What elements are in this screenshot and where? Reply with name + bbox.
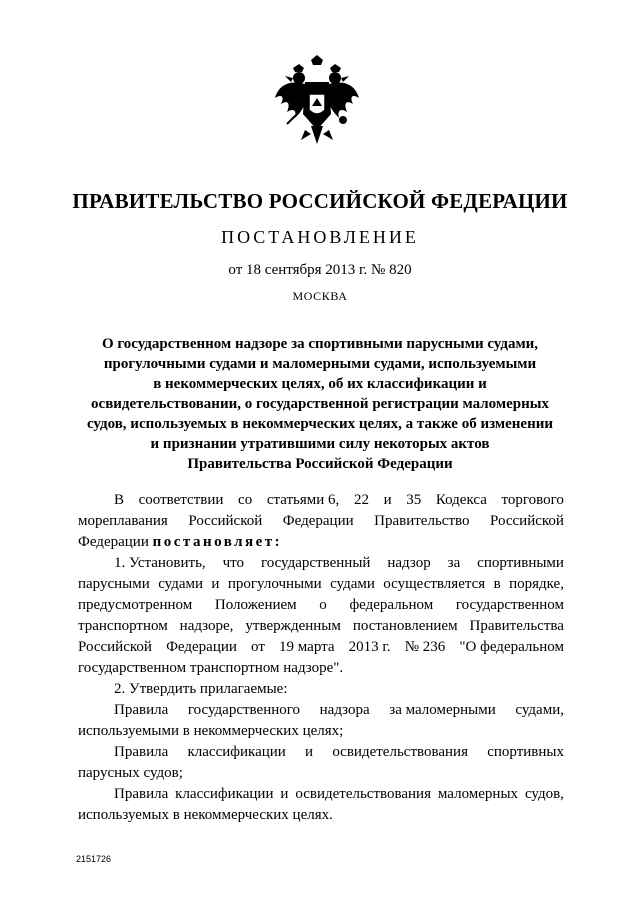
body-line xyxy=(78,532,564,553)
text: парусных судов; xyxy=(78,765,183,781)
word: Российской xyxy=(490,513,564,529)
text: государственном транспортном надзоре". xyxy=(78,660,344,676)
word: со xyxy=(238,492,253,508)
word: Российской xyxy=(78,639,152,655)
document-code: 2151726 xyxy=(76,854,112,864)
word: освидетельствования xyxy=(295,786,431,802)
word: спортивными xyxy=(477,555,564,571)
body-line xyxy=(78,784,564,805)
body-line xyxy=(78,553,564,574)
word: предусмотренном xyxy=(78,597,193,613)
word: классификации xyxy=(175,786,274,802)
word: транспортном xyxy=(78,618,168,634)
word: государственном xyxy=(455,597,564,613)
body-line xyxy=(78,574,564,595)
text: используемыми в некоммерческих целях; xyxy=(78,723,344,739)
word: за маломерными xyxy=(389,702,496,718)
body-line xyxy=(78,637,564,658)
word: надзоре, xyxy=(179,618,234,634)
word: Правила xyxy=(114,786,169,802)
word: надзор xyxy=(387,555,431,571)
word: 22 xyxy=(353,492,369,508)
subject-line: судов, используемых в некоммерческих целях, а также об изменении xyxy=(86,416,554,432)
word: "О федеральном xyxy=(459,639,564,655)
word: Правительство xyxy=(374,513,470,529)
word: 19 марта xyxy=(279,639,335,655)
body-line xyxy=(78,658,564,679)
word: Федерации xyxy=(166,639,237,655)
word: и xyxy=(211,576,220,592)
government-title: ПРАВИТЕЛЬСТВО РОССИЙСКОЙ ФЕДЕРАЦИИ xyxy=(72,189,568,213)
text: используемых в некоммерческих целях. xyxy=(78,807,333,823)
word: и xyxy=(305,744,314,760)
word: 35 xyxy=(406,492,422,508)
subject-line: прогулочными судами и маломерными судами, используемыми xyxy=(103,356,537,372)
word: утвержденным xyxy=(245,618,341,634)
word: Правила xyxy=(114,744,169,760)
document-type: ПОСТАНОВЛЕНИЕ xyxy=(221,227,419,247)
body-line xyxy=(78,490,564,511)
word: спортивных xyxy=(487,744,564,760)
word: В xyxy=(114,492,125,508)
word: Правительства xyxy=(469,618,564,634)
word: постановлением xyxy=(352,618,458,634)
document-subject xyxy=(60,334,580,474)
coat-of-arms-emblem-icon xyxy=(271,54,363,154)
word: за xyxy=(447,555,461,571)
body-line xyxy=(78,742,564,763)
subject-line: О государственном надзоре за спортивными парусными судами, xyxy=(101,336,539,352)
word: торгового xyxy=(501,492,564,508)
word: государственный xyxy=(260,555,371,571)
word: Положением xyxy=(214,597,297,613)
word: в xyxy=(493,576,501,592)
word: № 236 xyxy=(404,639,446,655)
subject-line: освидетельствовании, о государственной регистрации маломерных xyxy=(91,396,549,412)
text: 2. Утвердить прилагаемые: xyxy=(114,681,288,697)
body-line xyxy=(78,595,564,616)
word: статьями 6, xyxy=(266,492,340,508)
word: Правила xyxy=(114,702,169,718)
document-body xyxy=(78,490,564,826)
word: 1. Установить, xyxy=(114,555,206,571)
body-line xyxy=(78,805,564,826)
word: от xyxy=(251,639,265,655)
subject-line: в некоммерческих целях, об их классификации и xyxy=(153,376,487,392)
body-line xyxy=(78,700,564,721)
word: маломерных xyxy=(437,786,519,802)
body-line xyxy=(78,679,564,700)
word: классификации xyxy=(187,744,286,760)
word: федеральном xyxy=(349,597,434,613)
document-city: МОСКВА xyxy=(292,289,348,303)
word: Российской xyxy=(188,513,263,529)
word: и xyxy=(280,786,289,802)
word: государственного xyxy=(187,702,301,718)
text: Федерации xyxy=(78,534,153,550)
word: и xyxy=(383,492,392,508)
resolution-keyword: постановляет: xyxy=(152,534,283,550)
word: освидетельствования xyxy=(332,744,468,760)
body-line xyxy=(78,511,564,532)
word: осуществляется xyxy=(383,576,486,592)
word: судами, xyxy=(515,702,564,718)
subject-line: Правительства Российской Федерации xyxy=(187,456,453,472)
body-line xyxy=(78,763,564,784)
document-date-number: от 18 сентября 2013 г. № 820 xyxy=(228,262,412,278)
word: судами xyxy=(330,576,375,592)
word: соответствии xyxy=(138,492,224,508)
word: Федерации xyxy=(282,513,354,529)
word: Кодекса xyxy=(435,492,487,508)
word: о xyxy=(319,597,327,613)
word: порядке, xyxy=(509,576,564,592)
word: мореплавания xyxy=(78,513,168,529)
word: судов, xyxy=(524,786,564,802)
word: надзора xyxy=(319,702,370,718)
body-line xyxy=(78,721,564,742)
subject-line: и признании утратившими силу некоторых актов xyxy=(150,436,490,452)
body-line xyxy=(78,616,564,637)
word: судами xyxy=(158,576,204,592)
word: прогулочными xyxy=(227,576,322,592)
word: 2013 г. xyxy=(348,639,391,655)
word: что xyxy=(222,555,244,571)
word: парусными xyxy=(78,576,150,592)
